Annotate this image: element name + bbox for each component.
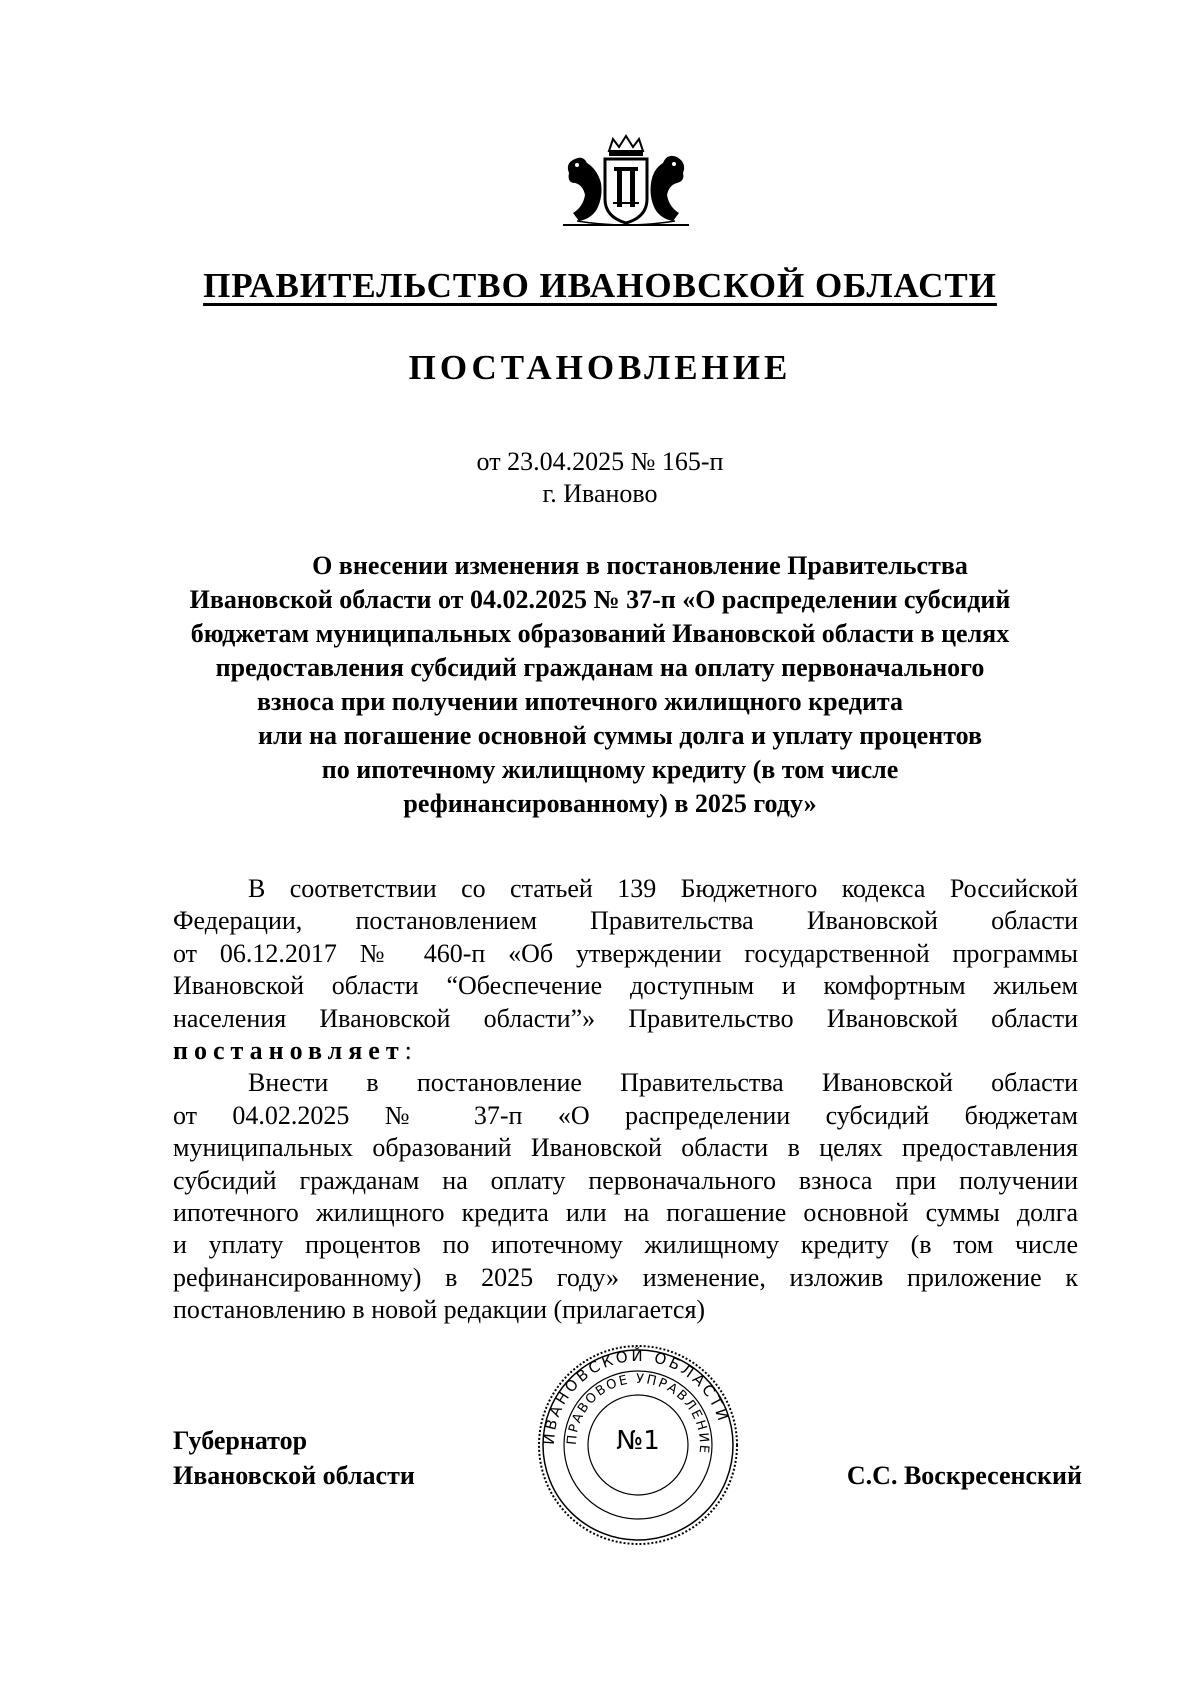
subject-line: рефинансированному) в 2025 году» <box>403 789 817 818</box>
body-line: Федерации, постановлением Правительства Ивановской области <box>173 906 1078 936</box>
body-line: субсидий гражданам на оплату первоначального взноса при получении <box>173 1165 1078 1195</box>
body-line: муниципальных образований Ивановской области в целях предоставления <box>173 1133 1078 1163</box>
signatory-title-line: Губернатор <box>173 1426 308 1455</box>
body-line: населения Ивановской области”» Правительство Ивановской области <box>173 1003 1078 1033</box>
subject-line: О внесении изменения в постановление Правительства <box>312 551 968 580</box>
document-subject <box>100 549 1100 821</box>
body-line: Ивановской области “Обеспечение доступным и комфортным жильем <box>173 971 1078 1001</box>
stamp-number: №1 <box>616 1426 660 1456</box>
body-line: рефинансированному) в 2025 году» изменение, изложив приложение к <box>173 1262 1078 1292</box>
stamp-inner-text: ПРАВОВОЕ УПРАВЛЕНИЕ <box>564 1371 712 1456</box>
body-line: Внести в постановление Правительства Ивановской области <box>248 1068 1078 1098</box>
organization-title: ПРАВИТЕЛЬСТВО ИВАНОВСКОЙ ОБЛАСТИ <box>203 266 997 305</box>
body-line: постановлению в новой редакции (прилагается) <box>173 1295 706 1325</box>
body-line: и уплату процентов по ипотечному жилищному кредиту (в том числе <box>173 1230 1078 1260</box>
subject-line: или на погашение основной суммы долга и уплату процентов <box>257 721 983 750</box>
subject-line: бюджетам муниципальных образований Ивановской области в целях <box>190 619 1010 648</box>
resolves-word: постановляет <box>173 1035 405 1065</box>
body-line: В соответствии со статьей 139 Бюджетного кодекса Российской <box>248 874 1078 903</box>
signatory-title-line: Ивановской области <box>173 1461 415 1490</box>
stamp-outer-text: ИВАНОВСКОЙ ОБЛАСТИ <box>539 1346 733 1446</box>
subject-line: по ипотечному жилищному кредиту (в том числе <box>321 755 899 784</box>
body-line: от 06.12.2017 № 460-п «Об утверждении государственной программы <box>173 938 1078 968</box>
document-type: ПОСТАНОВЛЕНИЕ <box>408 348 792 387</box>
official-stamp <box>536 1343 740 1547</box>
resolves-line <box>173 1035 1078 1067</box>
body-line: ипотечного жилищного кредита или на погашение основной суммы долга <box>173 1197 1078 1227</box>
document-date-number: от 23.04.2025 № 165-п <box>476 447 724 476</box>
document-body <box>173 873 1078 1326</box>
ivanovo-coat-of-arms-icon <box>557 133 695 229</box>
signatory-name: С.С. Воскресенский <box>846 1461 1082 1490</box>
document-number-block <box>0 446 1200 510</box>
body-line: от 04.02.2025 № 37-п «О распределении субсидий бюджетам <box>173 1100 1078 1130</box>
subject-line: взноса при получении ипотечного жилищного кредита <box>256 687 904 716</box>
document-city: г. Иваново <box>542 479 658 508</box>
signatory-title <box>173 1423 415 1493</box>
resolves-colon: : <box>404 1035 412 1065</box>
subject-line: предоставления субсидий гражданам на оплату первоначального <box>215 653 985 682</box>
subject-line: Ивановской области от 04.02.2025 № 37-п «О распределении субсидий <box>189 585 1011 614</box>
